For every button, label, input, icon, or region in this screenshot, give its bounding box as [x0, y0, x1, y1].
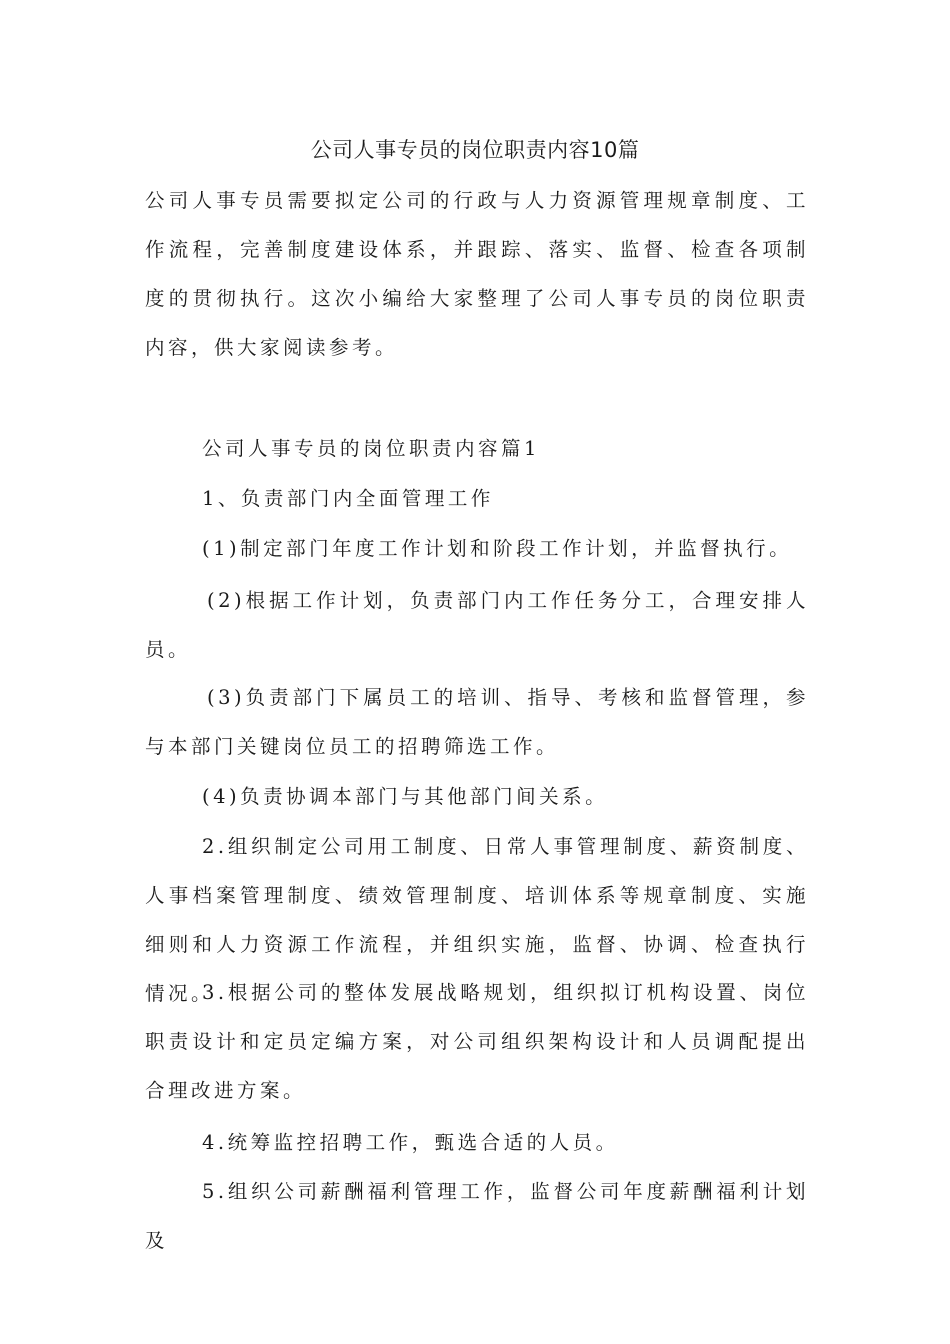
list-item: (3)负责部门下属员工的培训、指导、考核和监督管理，参与本部门关键岗位员工的招聘筛选工作。	[145, 686, 809, 758]
list-item: 2.组织制定公司用工制度、日常人事管理制度、薪资制度、人事档案管理制度、绩效管理制度、培训体系等规章制度、实施细则和人力资源工作流程，并组织实施，监督、协调、检查执行情况。	[145, 835, 809, 1005]
section-heading: 公司人事专员的岗位职责内容篇1	[202, 437, 540, 460]
list-item: 3.根据公司的整体发展战略规划，组织拟订机构设置、岗位职责设计和定员定编方案，对公司组织架构设计和人员调配提出合理改进方案。	[145, 981, 809, 1102]
list-item: (1)制定部门年度工作计划和阶段工作计划，并监督执行。	[202, 537, 793, 560]
list-item: 5.组织公司薪酬福利管理工作，监督公司年度薪酬福利计划及	[145, 1180, 809, 1252]
list-item: 4.统筹监控招聘工作，甄选合适的人员。	[202, 1131, 619, 1154]
list-item: (4)负责协调本部门与其他部门间关系。	[202, 785, 609, 808]
list-item: (2)根据工作计划，负责部门内工作任务分工，合理安排人员。	[145, 589, 809, 661]
document-title: 公司人事专员的岗位职责内容10篇	[310, 138, 640, 162]
intro-paragraph: 公司人事专员需要拟定公司的行政与人力资源管理规章制度、工作流程，完善制度建设体系，并跟踪、落实、监督、检查各项制度的贯彻执行。这次小编给大家整理了公司人事专员的岗位职责内容，供大家阅读参考。	[145, 189, 809, 359]
list-item: 1、负责部门内全面管理工作	[202, 487, 494, 510]
